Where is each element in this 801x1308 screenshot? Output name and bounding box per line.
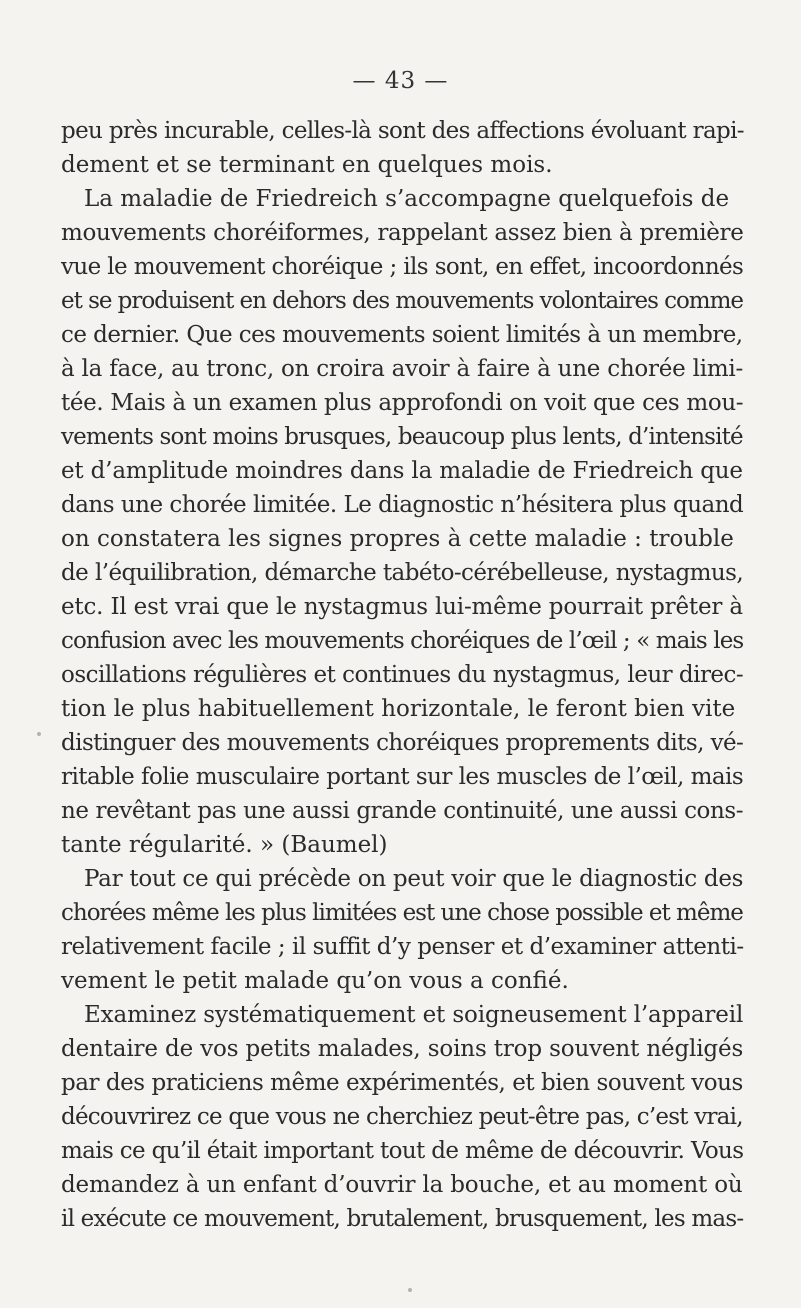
text-line: dans une chorée limitée. Le diagnostic n’hésitera plus quand — [61, 492, 744, 518]
text-line: et se produisent en dehors des mouvements volontaires comme — [61, 288, 743, 314]
text-line: distinguer des mouvements choréiques proprements dits, vé- — [61, 730, 744, 756]
text-line: tion le plus habituellement horizontale, le feront bien vite — [61, 696, 736, 722]
text-line: vue le mouvement choréique ; ils sont, en effet, incoordonnés — [61, 254, 744, 280]
text-line: tée. Mais à un examen plus approfondi on voit que ces mou- — [61, 390, 744, 416]
text-line: tante régularité. » (Baumel) — [61, 832, 388, 858]
text-line: mouvements choréiformes, rappelant assez bien à première — [61, 220, 744, 246]
text-line: confusion avec les mouvements choréiques de l’œil ; « mais les — [61, 628, 744, 654]
text-line: relativement facile ; il suffit d’y penser et d’examiner attenti- — [61, 934, 744, 960]
text-line: dement et se terminant en quelques mois. — [61, 152, 553, 178]
text-line: ritable folie musculaire portant sur les muscles de l’œil, mais — [61, 764, 744, 790]
text-line: vement le petit malade qu’on vous a confié. — [61, 968, 569, 994]
text-line: il exécute ce mouvement, brutalement, brusquement, les mas- — [61, 1206, 744, 1232]
page-number: — 43 — — [352, 68, 449, 94]
text-line: de l’équilibration, démarche tabéto-cérébelleuse, nystagmus, — [61, 560, 744, 586]
text-line: et d’amplitude moindres dans la maladie de Friedreich que — [61, 458, 743, 484]
text-line: La maladie de Friedreich s’accompagne quelquefois de — [84, 186, 730, 212]
text-line: vements sont moins brusques, beaucoup plus lents, d’intensité — [61, 424, 743, 450]
text-line: etc. Il est vrai que le nystagmus lui-même pourrait prêter à — [61, 594, 743, 620]
text-line: peu près incurable, celles-là sont des affections évoluant rapi- — [61, 118, 744, 144]
text-line: mais ce qu’il était important tout de même de découvrir. Vous — [61, 1138, 744, 1164]
text-line: à la face, au tronc, on croira avoir à faire à une chorée limi- — [61, 356, 744, 382]
text-line: Par tout ce qui précède on peut voir que le diagnostic des — [84, 866, 744, 892]
text-line: Examinez systématiquement et soigneusement l’appareil — [84, 1002, 744, 1028]
text-line: par des praticiens même expérimentés, et bien souvent vous — [61, 1070, 743, 1096]
text-line: ce dernier. Que ces mouvements soient limités à un membre, — [61, 322, 743, 348]
text-line: oscillations régulières et continues du nystagmus, leur direc- — [61, 662, 744, 688]
text-line: on constatera les signes propres à cette maladie : trouble — [61, 526, 734, 552]
text-line: chorées même les plus limitées est une chose possible et même — [61, 900, 743, 926]
text-line: ne revêtant pas une aussi grande continuité, une aussi cons- — [61, 798, 744, 824]
text-line: dentaire de vos petits malades, soins trop souvent négligés — [61, 1036, 744, 1062]
text-line: découvrirez ce que vous ne cherchiez peut-être pas, c’est vrai, — [61, 1104, 743, 1130]
text-line: demandez à un enfant d’ouvrir la bouche, et au moment où — [61, 1172, 743, 1198]
paper-speck — [408, 1288, 412, 1292]
paper-speck — [37, 732, 41, 736]
